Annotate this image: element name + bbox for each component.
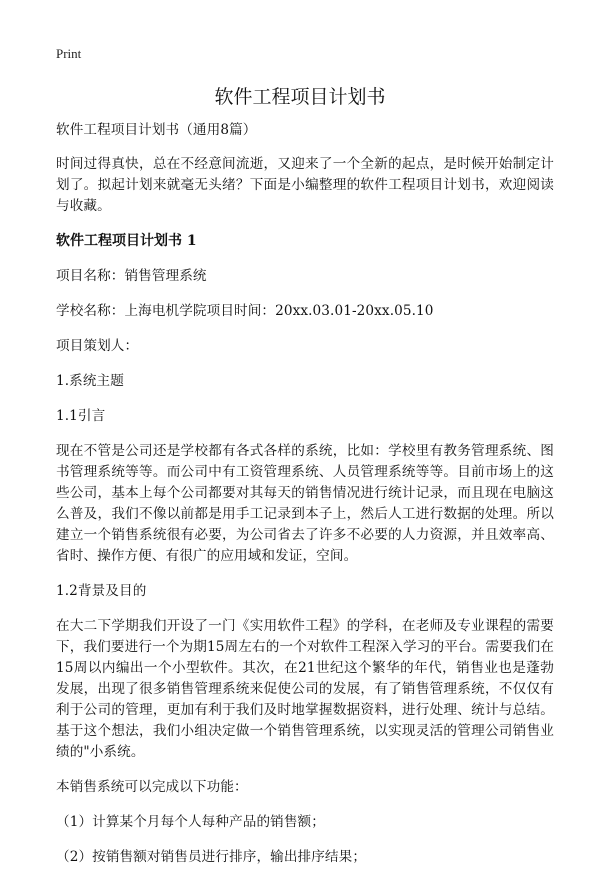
- school-and-time: 学校名称：上海电机学院项目时间：20xx.03.01-20xx.05.10: [56, 303, 434, 319]
- function-item-2: （2）按销售额对销售员进行排序，输出排序结果；: [56, 849, 367, 865]
- project-planner: 项目策划人：: [56, 338, 139, 354]
- functions-intro: 本销售系统可以完成以下功能：: [56, 779, 248, 795]
- project-name: 项目名称：销售管理系统: [56, 268, 207, 284]
- subtitle: 软件工程项目计划书（通用8篇）: [56, 122, 257, 138]
- introduction-paragraph: 现在不管是公司还是学校都有各式各样的系统，比如：学校里有教务管理系统、图书管理系统等等。而公司中有工资管理系统、人员管理系统等等。目前市场上的这些公司，基本上每个公司都要对其每天的销售情况进行统计记录，而且现在电脑这么普及，我们不像以前都是用手工记录到本子上，然后人工进行数据的处理。所以建立一个销售系统很有必要，为公司省去了许多不必要的人力资源，并且效率高、省时、操作方便、有很广的应用域和发证，空间。: [56, 443, 554, 564]
- background-paragraph: 在大二下学期我们开设了一门《实用软件工程》的学科，在老师及专业课程的需要下，我们要进行一个为期15周左右的一个对软件工程深入学习的平台。需要我们在15周以内编出一个小型软件。其次，在21世纪这个繁华的年代，销售业也是蓬勃发展，出现了很多销售管理系统来促使公司的发展，有了销售管理系统，不仅仅有利于公司的管理，更加有利于我们及时地掌握数据资料，进行处理、统计与总结。基于这个想法，我们小组决定做一个销售管理系统，以实现灵活的管理公司销售业绩的"小系统。: [56, 618, 554, 760]
- page-title: 软件工程项目计划书: [214, 86, 386, 108]
- heading-system-topic: 1.系统主题: [56, 373, 124, 389]
- print-link[interactable]: Print: [56, 46, 82, 61]
- function-item-1: （1）计算某个月每个人每种产品的销售额；: [56, 814, 325, 830]
- intro-paragraph: 时间过得真快，总在不经意间流逝，又迎来了一个全新的起点，是时候开始制定计划了。拟起计划来就毫无头绪？下面是小编整理的软件工程项目计划书，欢迎阅读与收藏。: [56, 156, 554, 214]
- heading-introduction: 1.1引言: [56, 408, 106, 424]
- heading-background: 1.2背景及目的: [56, 583, 147, 599]
- document-body: [56, 120, 554, 882]
- section-heading: 软件工程项目计划书 1: [56, 233, 197, 249]
